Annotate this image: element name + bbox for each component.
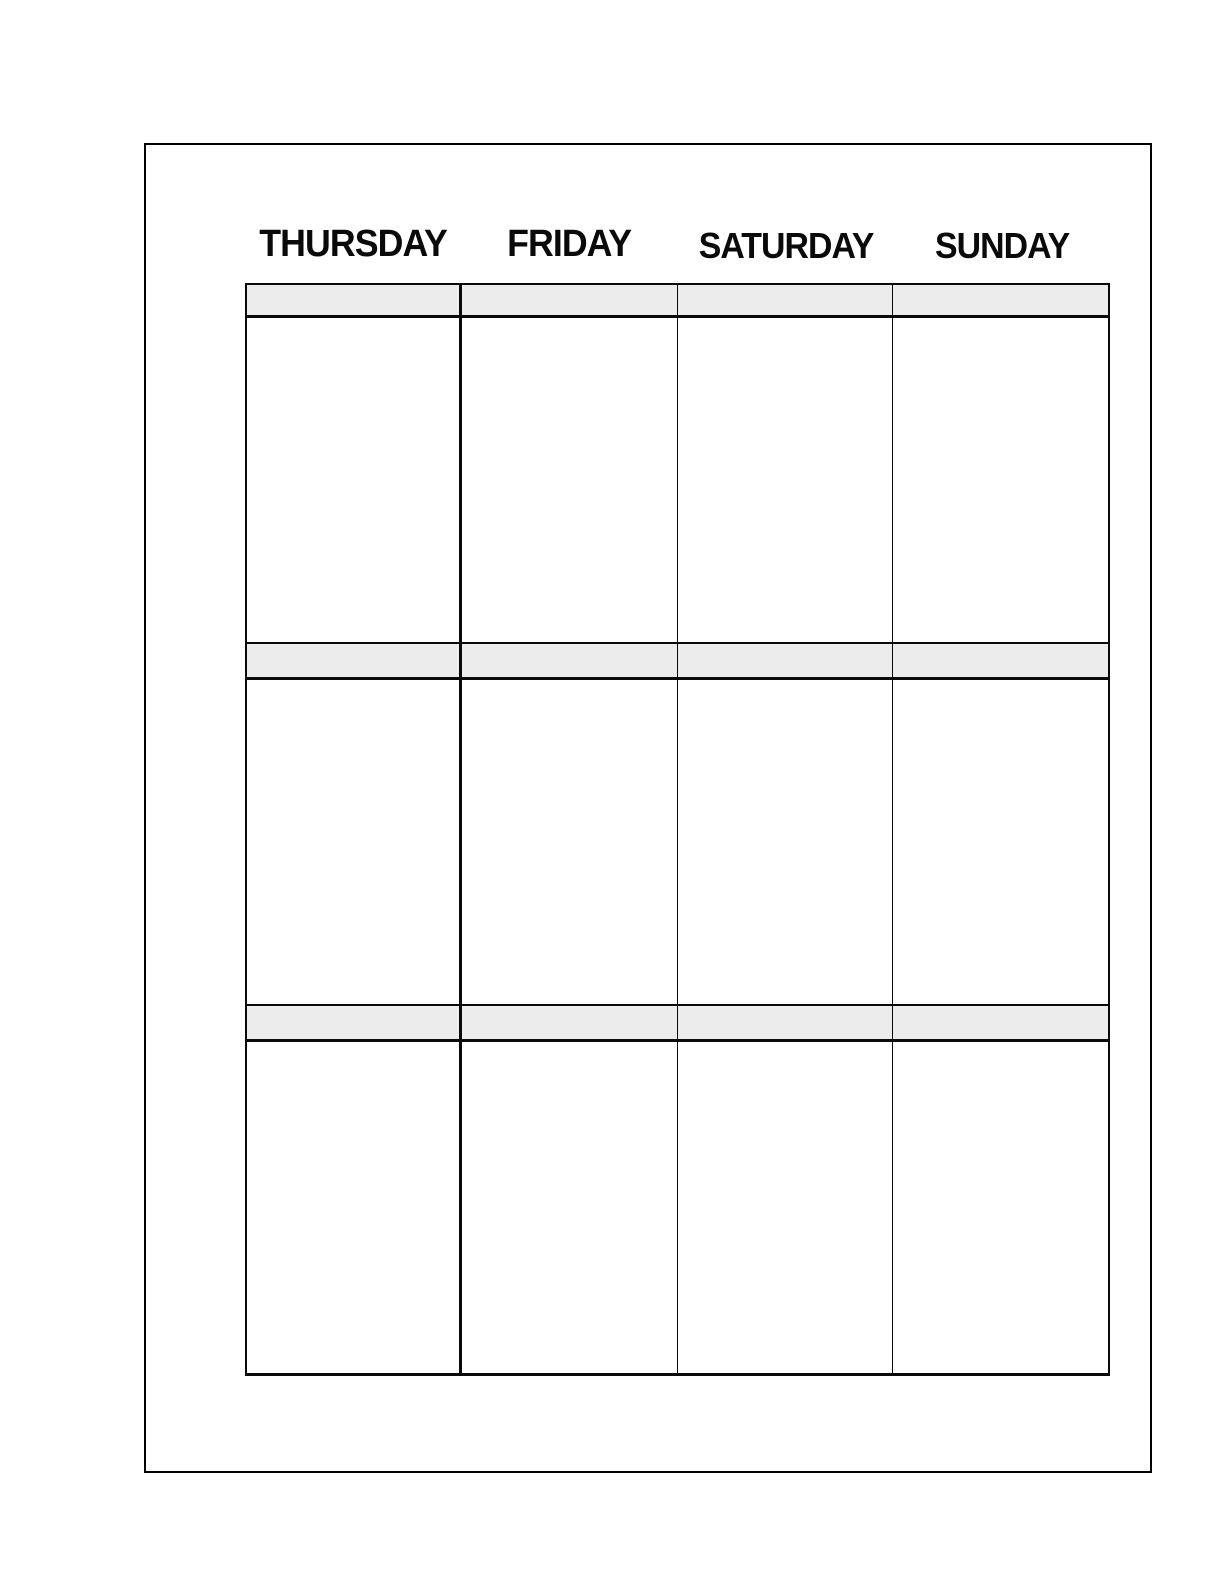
day-label-friday: FRIDAY bbox=[507, 223, 632, 266]
section-1-cell-saturday bbox=[678, 318, 893, 644]
section-2-strip-friday bbox=[462, 644, 677, 680]
section-1-strip-thursday bbox=[247, 285, 462, 318]
section-2-strip-sunday bbox=[893, 644, 1108, 680]
day-header-row bbox=[245, 212, 1110, 266]
section-3-strip-saturday bbox=[678, 1006, 893, 1042]
section-3-cell-sunday bbox=[893, 1042, 1108, 1373]
day-label-sunday: SUNDAY bbox=[934, 225, 1069, 267]
section-2-cell-friday bbox=[462, 680, 677, 1006]
section-3-strip-thursday bbox=[247, 1006, 462, 1042]
day-label-saturday: SATURDAY bbox=[698, 225, 874, 267]
section-2-cell-thursday bbox=[247, 680, 462, 1006]
section-1-cell-friday bbox=[462, 318, 677, 644]
section-1-strip-saturday bbox=[678, 285, 893, 318]
section-2-cell-sunday bbox=[893, 680, 1108, 1006]
section-3-strip-sunday bbox=[893, 1006, 1108, 1042]
section-1-strip-sunday bbox=[893, 285, 1108, 318]
section-1-cell-thursday bbox=[247, 318, 462, 644]
section-2-cell-saturday bbox=[678, 680, 893, 1006]
section-3-strip-friday bbox=[462, 1006, 677, 1042]
section-3-cell-thursday bbox=[247, 1042, 462, 1373]
section-1-cell-sunday bbox=[893, 318, 1108, 644]
section-2-strip-saturday bbox=[678, 644, 893, 680]
day-label-thursday: THURSDAY bbox=[259, 223, 447, 266]
section-3-cell-saturday bbox=[678, 1042, 893, 1373]
section-1-strip-friday bbox=[462, 285, 677, 318]
section-2-strip-thursday bbox=[247, 644, 462, 680]
section-3-cell-friday bbox=[462, 1042, 677, 1373]
planner-grid bbox=[245, 283, 1110, 1376]
